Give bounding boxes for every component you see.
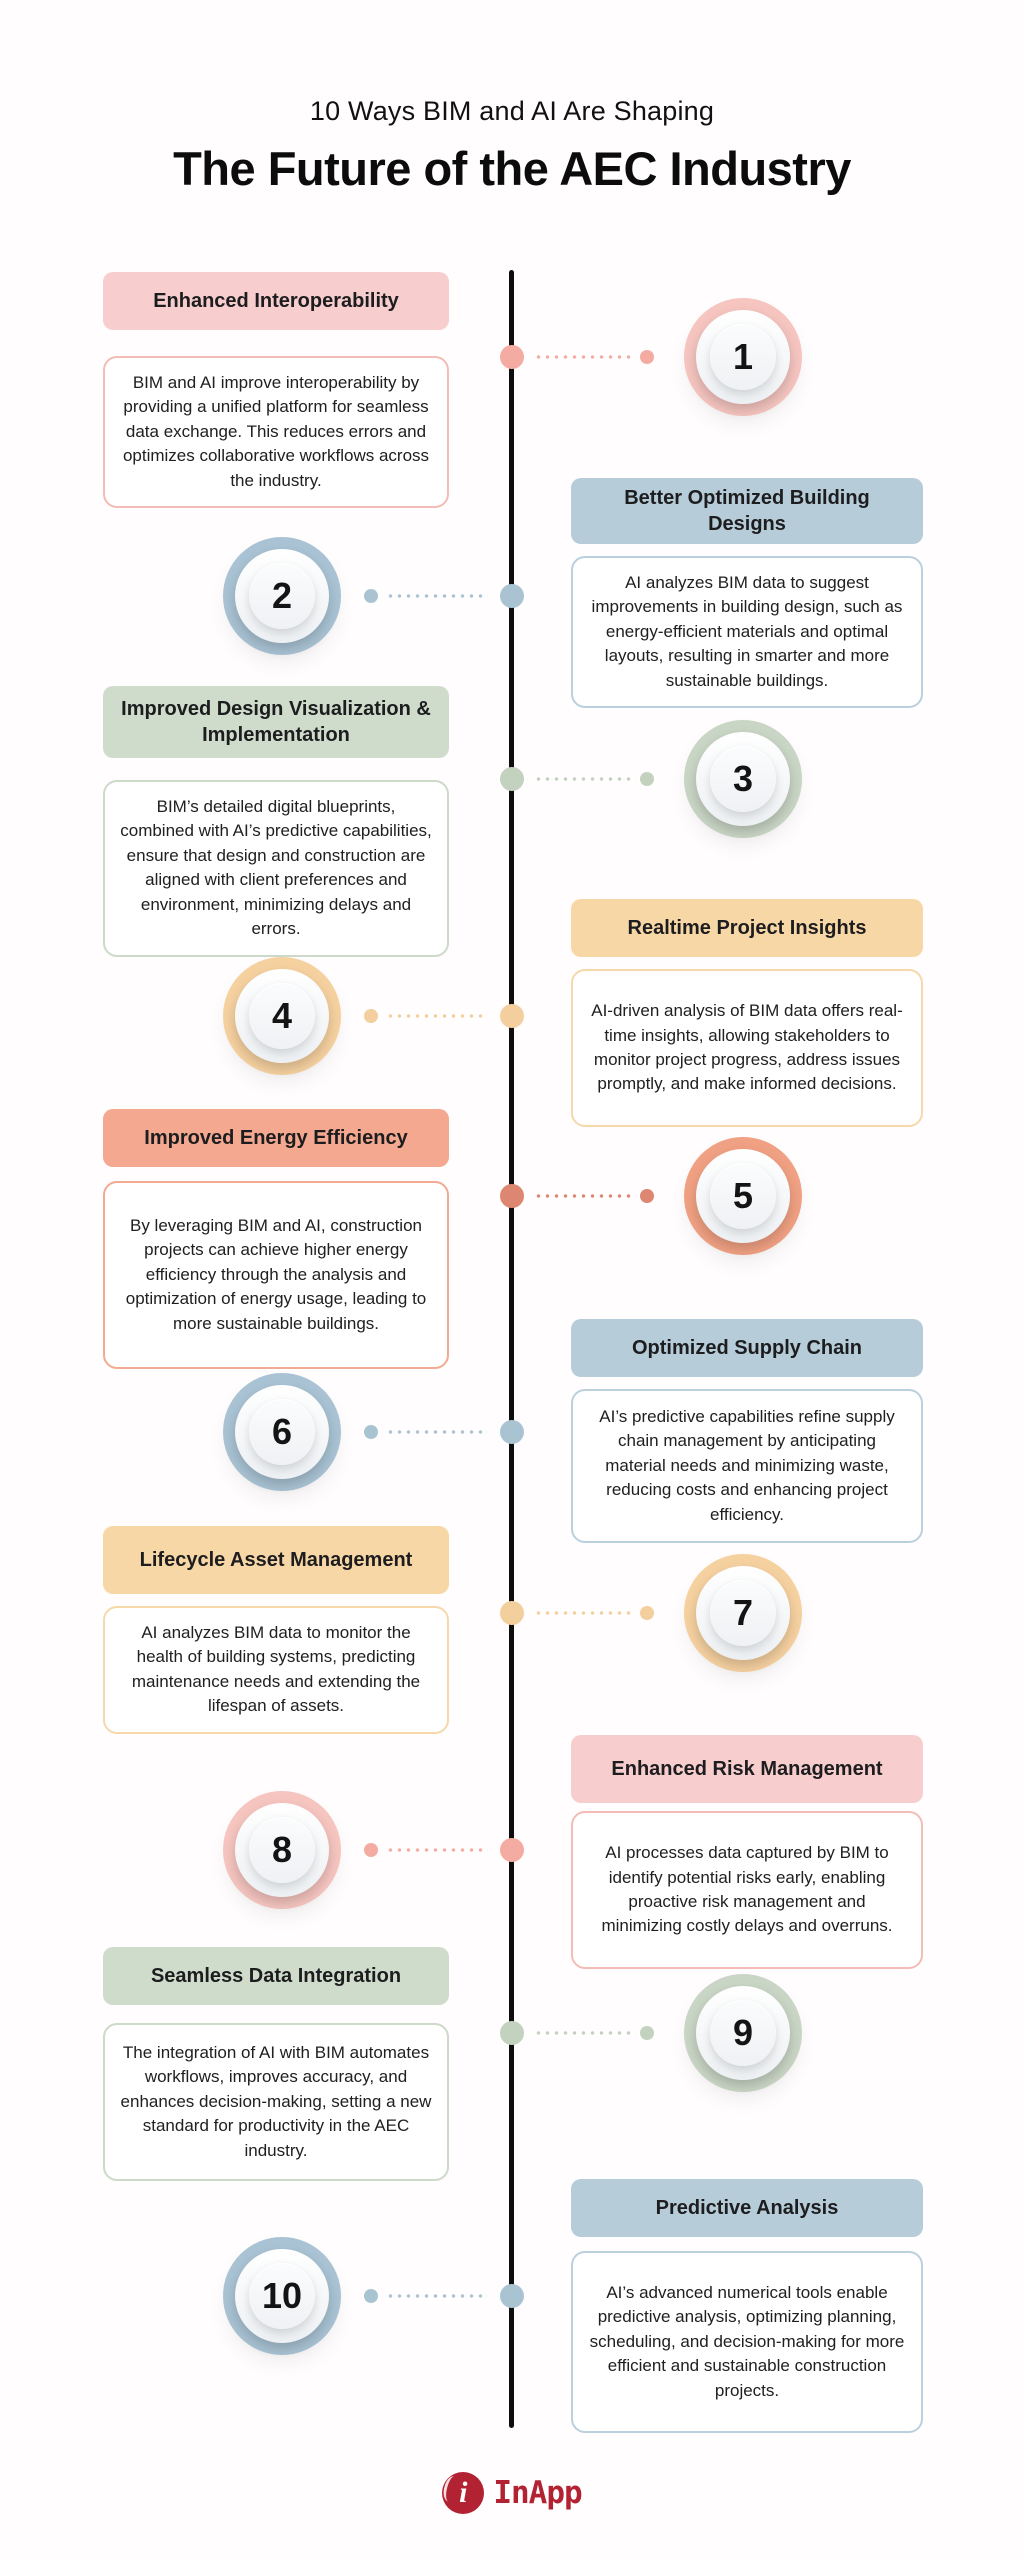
item-description: BIM and AI improve interoperability by providing a unified platform for seamless data exchange. This reduces errors and optimizes collaborative workflows across the industry. bbox=[103, 356, 449, 508]
timeline-dot bbox=[500, 584, 524, 608]
connector-dotted-line bbox=[386, 1848, 488, 1852]
item-number: 9 bbox=[732, 2012, 754, 2053]
connector-dotted-line bbox=[534, 777, 636, 781]
badge-plate bbox=[235, 1385, 329, 1479]
item-description: AI’s predictive capabilities refine supply chain management by anticipating material needs and minimizing waste, reducing costs and enhancing project efficiency. bbox=[571, 1389, 923, 1543]
item-title-box bbox=[571, 1319, 923, 1377]
item-number-badge bbox=[684, 298, 802, 416]
connector-end-dot bbox=[364, 589, 378, 603]
timeline-dot bbox=[500, 1601, 524, 1625]
badge-inner-plate bbox=[249, 1399, 315, 1465]
item-number: 2 bbox=[271, 575, 293, 616]
item-title: Optimized Supply Chain bbox=[631, 1337, 862, 1359]
item-description: BIM’s detailed digital blueprints, combined with AI’s predictive capabilities, ensure that design and construction are aligned with client preferences and environment, minimizing delays and errors. bbox=[103, 780, 449, 957]
connector-end-dot bbox=[640, 2026, 654, 2040]
item-title-box bbox=[103, 272, 449, 330]
inapp-brand-name: InApp bbox=[493, 2475, 582, 2511]
item-description: The integration of AI with BIM automates workflows, improves accuracy, and enhances decision-making, setting a new standard for productivity in the AEC industry. bbox=[103, 2023, 449, 2181]
title-block bbox=[0, 96, 1024, 196]
connector-end-dot bbox=[640, 772, 654, 786]
timeline-dot bbox=[500, 767, 524, 791]
item-title: Enhanced Risk Management bbox=[611, 1758, 883, 1780]
badge-plate bbox=[696, 732, 790, 826]
item-title: Realtime Project Insights bbox=[627, 917, 867, 939]
item-title-box bbox=[571, 2179, 923, 2237]
item-title: Seamless Data Integration bbox=[150, 1965, 402, 1987]
connector-dotted-line bbox=[534, 1194, 636, 1198]
item-number-badge bbox=[684, 1554, 802, 1672]
timeline-dot bbox=[500, 1184, 524, 1208]
badge-plate bbox=[696, 1566, 790, 1660]
timeline-dot bbox=[500, 1004, 524, 1028]
item-number: 10 bbox=[261, 2275, 303, 2316]
item-description: By leveraging BIM and AI, construction projects can achieve higher energy efficiency through the analysis and optimization of energy usage, leading to more sustainable buildings. bbox=[103, 1181, 449, 1369]
item-title: Predictive Analysis bbox=[655, 2197, 839, 2219]
badge-inner-plate bbox=[710, 324, 776, 390]
connector-end-dot bbox=[364, 2289, 378, 2303]
item-number-badge bbox=[223, 957, 341, 1075]
item-title-box bbox=[103, 1526, 449, 1594]
connector-dotted-line bbox=[386, 1014, 488, 1018]
item-number: 3 bbox=[732, 758, 754, 799]
item-title: Improved Design Visualization & Implementation bbox=[121, 698, 431, 746]
badge-plate bbox=[235, 969, 329, 1063]
badge-inner-plate bbox=[249, 983, 315, 1049]
badge-inner-plate bbox=[710, 746, 776, 812]
item-title-box bbox=[103, 686, 449, 758]
item-title-box bbox=[103, 1947, 449, 2005]
item-title: Enhanced Interoperability bbox=[153, 290, 399, 312]
connector-end-dot bbox=[640, 1606, 654, 1620]
item-title-box bbox=[571, 1735, 923, 1803]
connector-dotted-line bbox=[534, 2031, 636, 2035]
item-title: Improved Energy Efficiency bbox=[144, 1127, 408, 1149]
connector-end-dot bbox=[364, 1009, 378, 1023]
item-number: 6 bbox=[271, 1411, 293, 1452]
connector-end-dot bbox=[364, 1425, 378, 1439]
timeline-dot bbox=[500, 1420, 524, 1444]
item-number: 4 bbox=[271, 995, 293, 1036]
item-description: AI analyzes BIM data to monitor the health of building systems, predicting maintenance needs and extending the lifespan of assets. bbox=[103, 1606, 449, 1734]
badge-plate bbox=[235, 2249, 329, 2343]
item-description: AI processes data captured by BIM to identify potential risks early, enabling proactive risk management and minimizing costly delays and overruns. bbox=[571, 1811, 923, 1969]
item-number-badge bbox=[223, 1373, 341, 1491]
inapp-logo bbox=[0, 2472, 1024, 2514]
connector-dotted-line bbox=[386, 594, 488, 598]
badge-inner-plate bbox=[710, 1580, 776, 1646]
item-number-badge bbox=[223, 537, 341, 655]
title-subtitle: 10 Ways BIM and AI Are Shaping bbox=[309, 96, 715, 126]
item-number: 8 bbox=[271, 1829, 293, 1870]
item-description: AI’s advanced numerical tools enable predictive analysis, optimizing planning, scheduling, and decision-making for more efficient and sustainable construction projects. bbox=[571, 2251, 923, 2433]
item-title: Lifecycle Asset Management bbox=[139, 1549, 413, 1571]
item-title-box bbox=[571, 478, 923, 544]
badge-plate bbox=[696, 1149, 790, 1243]
badge-inner-plate bbox=[249, 1817, 315, 1883]
item-number: 5 bbox=[732, 1175, 754, 1216]
badge-plate bbox=[696, 1986, 790, 2080]
inapp-logo-icon: i bbox=[442, 2472, 484, 2514]
badge-inner-plate bbox=[710, 2000, 776, 2066]
badge-inner-plate bbox=[249, 563, 315, 629]
badge-inner-plate bbox=[249, 2263, 315, 2329]
item-description: AI analyzes BIM data to suggest improvements in building design, such as energy-efficient materials and optimal layouts, resulting in smarter and more sustainable buildings. bbox=[571, 556, 923, 708]
timeline-dot bbox=[500, 1838, 524, 1862]
item-number-badge bbox=[684, 1974, 802, 2092]
timeline-dot bbox=[500, 345, 524, 369]
item-number-badge bbox=[684, 1137, 802, 1255]
item-description: AI-driven analysis of BIM data offers real-time insights, allowing stakeholders to monitor project progress, address issues promptly, and make informed decisions. bbox=[571, 969, 923, 1127]
item-number-badge bbox=[223, 2237, 341, 2355]
badge-plate bbox=[235, 1803, 329, 1897]
page-title: The Future of the AEC Industry bbox=[173, 142, 851, 195]
item-title-box bbox=[571, 899, 923, 957]
item-number-badge bbox=[684, 720, 802, 838]
connector-end-dot bbox=[640, 1189, 654, 1203]
item-title-box bbox=[103, 1109, 449, 1167]
connector-dotted-line bbox=[386, 1430, 488, 1434]
timeline-dot bbox=[500, 2021, 524, 2045]
connector-dotted-line bbox=[534, 355, 636, 359]
timeline-dot bbox=[500, 2284, 524, 2308]
badge-plate bbox=[235, 549, 329, 643]
connector-end-dot bbox=[640, 350, 654, 364]
item-number: 1 bbox=[732, 336, 754, 377]
item-number: 7 bbox=[732, 1592, 754, 1633]
badge-inner-plate bbox=[710, 1163, 776, 1229]
item-title: Better Optimized Building Designs bbox=[624, 487, 870, 535]
connector-dotted-line bbox=[534, 1611, 636, 1615]
connector-dotted-line bbox=[386, 2294, 488, 2298]
connector-end-dot bbox=[364, 1843, 378, 1857]
item-number-badge bbox=[223, 1791, 341, 1909]
badge-plate bbox=[696, 310, 790, 404]
